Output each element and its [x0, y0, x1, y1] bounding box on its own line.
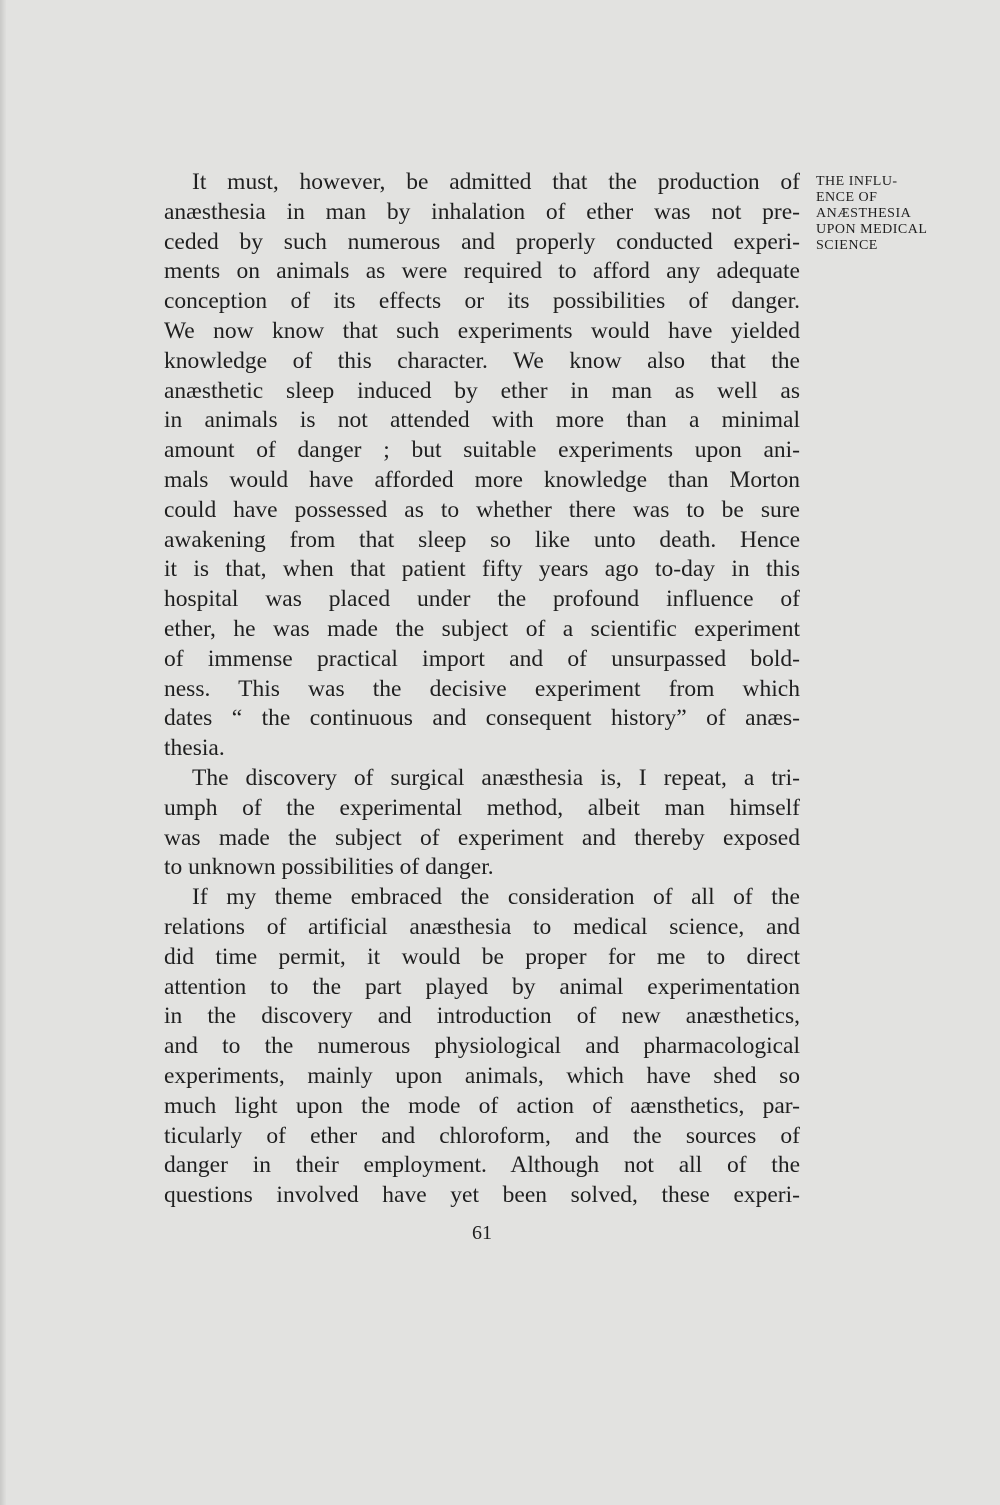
text-line: awakening from that sleep so like unto death. Hence [164, 526, 800, 553]
text-line: ments on animals as were required to afford any adequate [164, 258, 800, 285]
text-line: in animals is not attended with more than a minimal [164, 407, 800, 434]
text-line: and to the numerous physiological and pharmacological [164, 1033, 800, 1060]
text-line: of immense practical import and of unsurpassed bold- [164, 645, 800, 672]
text-line: amount of danger ; but suitable experiments upon ani- [164, 437, 800, 464]
text-line: hospital was placed under the profound influence of [164, 586, 800, 613]
marginal-note-line: ENCE OF [816, 190, 878, 205]
text-line: relations of artificial anæsthesia to medical science, and [164, 913, 800, 940]
text-line: was made the subject of experiment and thereby exposed [164, 824, 800, 851]
text-line: The discovery of surgical anæsthesia is, I repeat, a tri- [192, 764, 800, 791]
text-line: We now know that such experiments would have yielded [164, 317, 800, 344]
text-line: did time permit, it would be proper for me to direct [164, 943, 800, 970]
text-line: ness. This was the decisive experiment from which [164, 675, 800, 702]
text-line: ticularly of ether and chloroform, and the sources of [164, 1122, 800, 1149]
text-line: danger in their employment. Although not all of the [164, 1152, 800, 1179]
text-line: If my theme embraced the consideration of all of the [192, 884, 800, 911]
text-line: anæsthesia in man by inhalation of ether was not pre- [164, 198, 800, 225]
text-line: mals would have afforded more knowledge than Morton [164, 466, 800, 493]
text-line: to unknown possibilities of danger. [164, 854, 494, 881]
text-line: questions involved have yet been solved, these experi- [164, 1182, 800, 1209]
page-edge [0, 0, 6, 1505]
marginal-note-line: UPON MEDICAL [816, 222, 928, 237]
text-line: dates “ the continuous and consequent history” of anæs- [164, 705, 800, 732]
text-line: ether, he was made the subject of a scientific experiment [164, 615, 800, 642]
page-number: 61 [472, 1222, 492, 1244]
text-line: experiments, mainly upon animals, which have shed so [164, 1062, 800, 1089]
text-line: knowledge of this character. We know also that the [164, 347, 800, 374]
marginal-note-line: ANÆSTHESIA [816, 206, 912, 221]
text-line: anæsthetic sleep induced by ether in man as well as [164, 377, 800, 404]
paragraph-1 [164, 168, 800, 764]
text-line: in the discovery and introduction of new anæsthetics, [164, 1003, 800, 1030]
text-line: It must, however, be admitted that the production of [192, 169, 800, 195]
paragraph-2 [164, 764, 800, 883]
text-line: umph of the experimental method, albeit man himself [164, 794, 800, 821]
text-line: much light upon the mode of action of aænsthetics, par- [164, 1092, 800, 1119]
text-line: could have possessed as to whether there was to be sure [164, 496, 800, 523]
body-text [164, 168, 800, 1211]
marginal-note-line: THE INFLU- [816, 174, 898, 189]
text-line: it is that, when that patient fifty years ago to-day in this [164, 556, 800, 583]
text-line: attention to the part played by animal experimentation [164, 973, 800, 1000]
text-line: ceded by such numerous and properly conducted experi- [164, 228, 800, 255]
text-line: thesia. [164, 735, 225, 762]
marginal-note [816, 174, 986, 254]
marginal-note-line: SCIENCE [816, 238, 878, 253]
paragraph-3 [164, 883, 800, 1211]
text-line: conception of its effects or its possibilities of danger. [164, 288, 800, 315]
